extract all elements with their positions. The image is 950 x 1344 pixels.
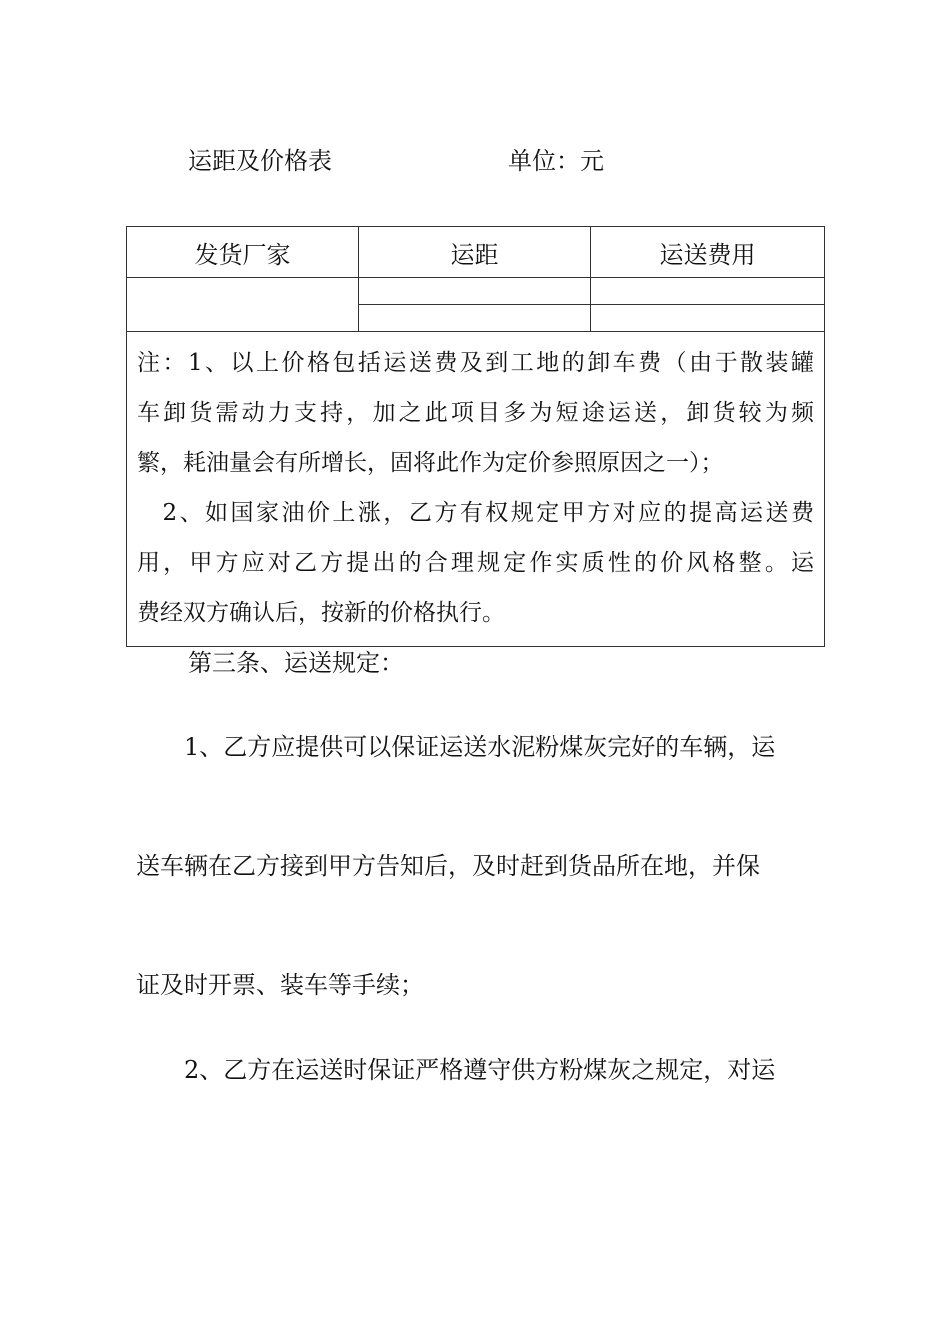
- note-line: 用，甲方应对乙方提出的合理规定作实质性的价风格整。运: [137, 550, 814, 576]
- header-freight: 运送费用: [591, 227, 825, 278]
- freight-cell: [591, 305, 825, 332]
- header-shipper: 发货厂家: [127, 227, 359, 278]
- distance-cell: [359, 278, 591, 305]
- distance-cell: [359, 305, 591, 332]
- table-row: [127, 278, 825, 305]
- header-distance: 运距: [359, 227, 591, 278]
- price-table: [126, 226, 825, 647]
- note-line: 注：1、以上价格包括运送费及到工地的卸车费（由于散装罐: [137, 350, 814, 376]
- table-header-row: [127, 227, 825, 278]
- note-line: 费经双方确认后，按新的价格执行。: [137, 600, 505, 626]
- note-line: 繁，耗油量会有所增长，固将此作为定价参照原因之一）；: [137, 450, 724, 476]
- note-line: 2、如国家油价上涨，乙方有权规定甲方对应的提高运送费: [137, 500, 814, 526]
- unit-label: 单位：元: [508, 147, 604, 175]
- freight-cell: [591, 278, 825, 305]
- table-title: 运距及价格表: [188, 147, 332, 175]
- note-cell: [127, 332, 825, 647]
- paragraph-line: 送车辆在乙方接到甲方告知后，及时赶到货品所在地，并保: [136, 852, 760, 880]
- paragraph-line: 证及时开票、装车等手续；: [136, 971, 424, 999]
- note-line: 车卸货需动力支持，加之此项目多为短途运送，卸货较为频: [137, 400, 814, 426]
- article-title: 第三条、运送规定：: [188, 649, 404, 677]
- paragraph-line: 1、乙方应提供可以保证运送水泥粉煤灰完好的车辆，运: [136, 733, 776, 761]
- shipper-cell: [127, 278, 359, 332]
- paragraph-line: 2、乙方在运送时保证严格遵守供方粉煤灰之规定，对运: [136, 1056, 776, 1084]
- note-row: [127, 332, 825, 647]
